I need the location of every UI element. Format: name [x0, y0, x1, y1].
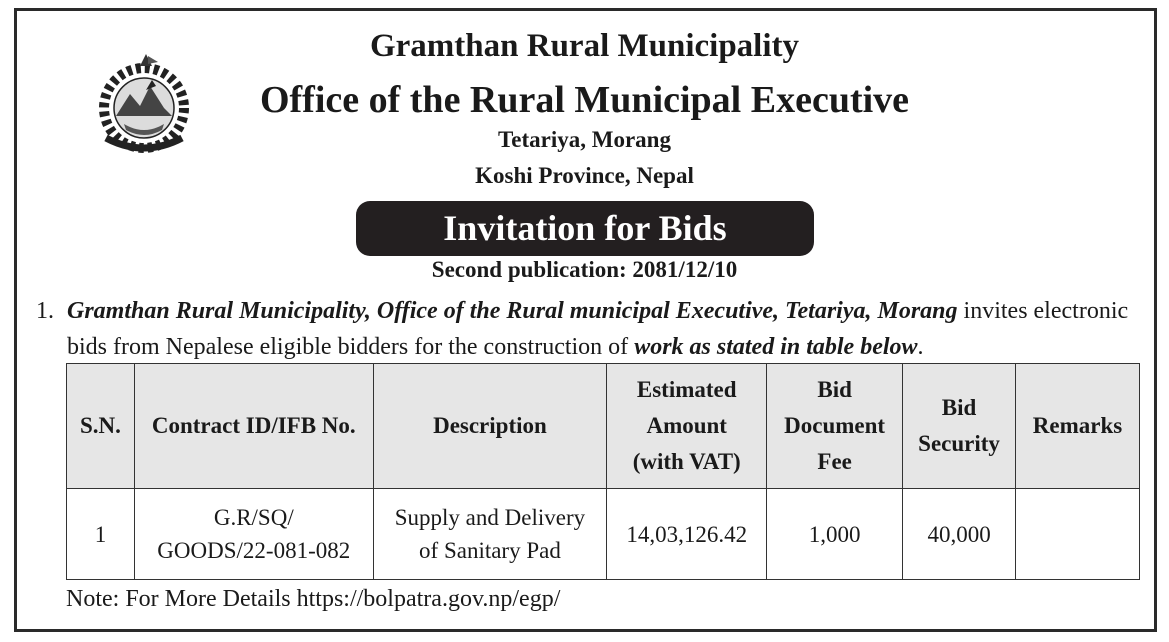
header-remarks: Remarks [1016, 364, 1140, 489]
intro-paragraph [36, 293, 1146, 365]
header-sn: S.N. [67, 364, 135, 489]
cell-bid-document-fee: 1,000 [767, 489, 903, 580]
header-bid-document-fee: Bid Document Fee [767, 364, 903, 489]
cell-remarks [1016, 489, 1140, 580]
location: Tetariya, Morang [498, 127, 671, 152]
cell-sn: 1 [67, 489, 135, 580]
publication-date: Second publication: 2081/12/10 [431, 257, 738, 282]
cell-contract-id: G.R/SQ/ GOODS/22-081-082 [134, 489, 373, 580]
intro-emphasis: work as stated in table below [634, 334, 918, 360]
cell-estimated-amount: 14,03,126.42 [607, 489, 767, 580]
table-row [67, 489, 1140, 580]
header-description: Description [373, 364, 607, 489]
intro-text: invites electronic bids from Nepalese eligible bidders for the construction of [67, 298, 1129, 360]
paragraph-number: 1. [36, 298, 54, 324]
table-header-row [67, 364, 1140, 489]
bids-table [66, 363, 1140, 580]
cell-bid-security: 40,000 [903, 489, 1016, 580]
province: Koshi Province, Nepal [475, 163, 694, 188]
details-note: Note: For More Details https://bolpatra.gov.np/egp/ [66, 586, 561, 612]
office-name: Office of the Rural Municipal Executive [259, 79, 910, 121]
procuring-entity: Gramthan Rural Municipality, Office of the Rural municipal Executive, Tetariya, Morang [67, 298, 958, 324]
intro-end: . [917, 334, 924, 360]
header-estimated-amount: Estimated Amount (with VAT) [607, 364, 767, 489]
cell-description: Supply and Delivery of Sanitary Pad [373, 489, 607, 580]
header-bid-security: Bid Security [903, 364, 1016, 489]
header-contract-id: Contract ID/IFB No. [134, 364, 373, 489]
notice-title-banner: Invitation for Bids [356, 201, 814, 256]
municipality-name: Gramthan Rural Municipality [369, 28, 800, 64]
